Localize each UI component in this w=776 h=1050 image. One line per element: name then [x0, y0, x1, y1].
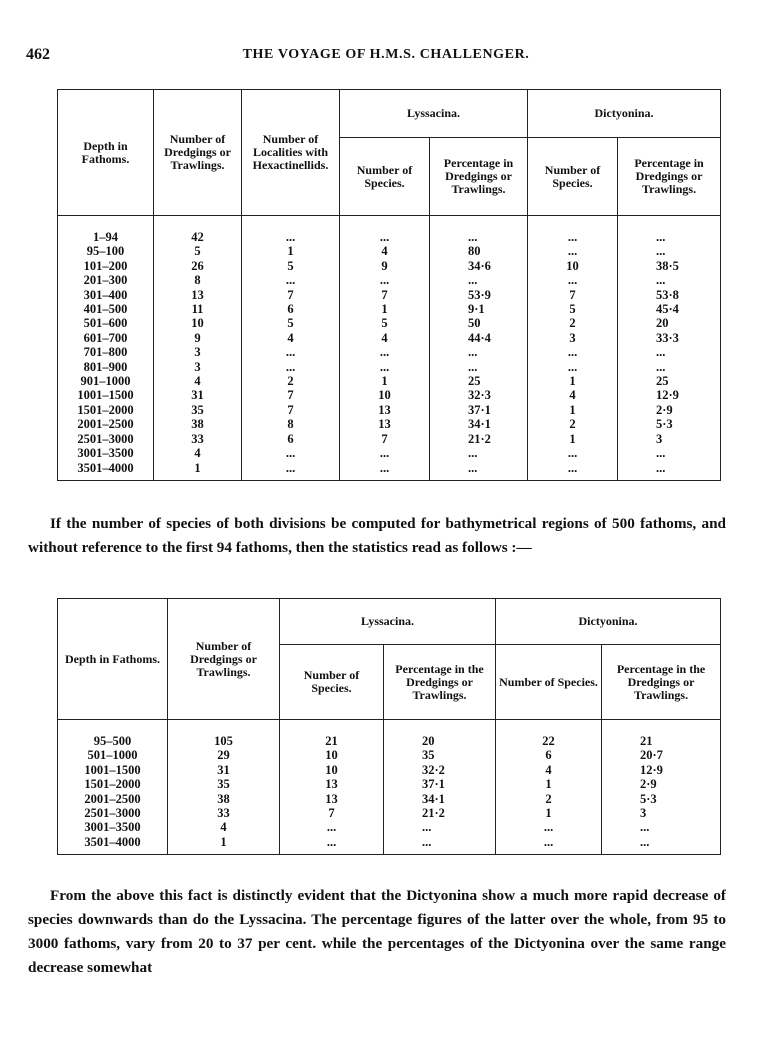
dictyonina-percentage-cell: 45·4: [618, 302, 721, 316]
dredgings-cell: 13: [154, 288, 242, 302]
lyssacina-species-cell: 9: [340, 259, 430, 273]
lyssacina-species-cell: 10: [340, 388, 430, 402]
table1-body: [58, 216, 721, 481]
dictyonina-percentage-cell: 53·8: [618, 288, 721, 302]
depth-cell: 2001–2500: [58, 792, 168, 806]
depth-cell: 501–1000: [58, 748, 168, 762]
depth-cell: 201–300: [58, 273, 154, 287]
table-row: [58, 345, 721, 359]
localities-cell: 4: [242, 331, 340, 345]
lyssacina-percentage-cell: 25: [430, 374, 528, 388]
lyssacina-species-cell: ...: [280, 835, 384, 855]
dictyonina-percentage-cell: ...: [618, 216, 721, 245]
dictyonina-percentage-cell: 12·9: [602, 763, 721, 777]
lyssacina-percentage-cell: ...: [430, 461, 528, 481]
dictyonina-percentage-cell: ...: [602, 835, 721, 855]
lyssacina-percentage-cell: ...: [430, 273, 528, 287]
table-row: [58, 432, 721, 446]
paragraph-text: If the number of species of both divisions be computed for bathymetrical regions of 500 fathoms, and without reference to the first 94 fathoms, then the statistics read as follows :—: [28, 515, 726, 556]
dictyonina-percentage-cell: ...: [618, 461, 721, 481]
header-dictyonina-species: Number of Species.: [528, 138, 618, 216]
dredgings-cell: 4: [168, 820, 280, 834]
lyssacina-percentage-cell: ...: [384, 820, 496, 834]
dictyonina-percentage-cell: 20·7: [602, 748, 721, 762]
dictyonina-species-cell: ...: [496, 835, 602, 855]
localities-cell: ...: [242, 216, 340, 245]
header-dictyonina: Dictyonina.: [496, 599, 721, 645]
paragraph-conclusion: [28, 884, 726, 980]
dictyonina-percentage-cell: 2·9: [602, 777, 721, 791]
lyssacina-species-cell: 7: [280, 806, 384, 820]
lyssacina-species-cell: 13: [340, 403, 430, 417]
depth-cell: 3501–4000: [58, 461, 154, 481]
table-row: [58, 748, 721, 762]
running-title: THE VOYAGE OF H.M.S. CHALLENGER.: [242, 47, 530, 62]
dictyonina-species-cell: 2: [528, 316, 618, 330]
depth-cell: 3001–3500: [58, 446, 154, 460]
dredgings-cell: 9: [154, 331, 242, 345]
header-lyssacina-percentage: Percentage in the Dredgings or Trawlings.: [384, 645, 496, 720]
dictyonina-species-cell: 1: [528, 432, 618, 446]
lyssacina-species-cell: 4: [340, 244, 430, 258]
depth-cell: 95–500: [58, 720, 168, 749]
dictyonina-species-cell: 4: [528, 388, 618, 402]
depth-cell: 401–500: [58, 302, 154, 316]
lyssacina-percentage-cell: 35: [384, 748, 496, 762]
localities-cell: ...: [242, 360, 340, 374]
dictyonina-species-cell: 1: [528, 403, 618, 417]
paragraph-intro: [28, 512, 726, 560]
table-row: [58, 288, 721, 302]
dictyonina-percentage-cell: 5·3: [602, 792, 721, 806]
lyssacina-percentage-cell: ...: [430, 216, 528, 245]
depth-cell: 101–200: [58, 259, 154, 273]
dictyonina-species-cell: ...: [528, 345, 618, 359]
table-row: [58, 403, 721, 417]
dredgings-cell: 3: [154, 345, 242, 359]
dictyonina-percentage-cell: 5·3: [618, 417, 721, 431]
dredgings-cell: 42: [154, 216, 242, 245]
lyssacina-species-cell: ...: [340, 345, 430, 359]
lyssacina-percentage-cell: 53·9: [430, 288, 528, 302]
dictyonina-percentage-cell: ...: [602, 820, 721, 834]
localities-cell: 6: [242, 302, 340, 316]
dictyonina-percentage-cell: 3: [618, 432, 721, 446]
dictyonina-percentage-cell: 25: [618, 374, 721, 388]
dredgings-cell: 3: [154, 360, 242, 374]
lyssacina-percentage-cell: 34·1: [384, 792, 496, 806]
localities-cell: 8: [242, 417, 340, 431]
lyssacina-species-cell: ...: [340, 360, 430, 374]
dictyonina-percentage-cell: ...: [618, 345, 721, 359]
table-row: [58, 820, 721, 834]
localities-cell: 6: [242, 432, 340, 446]
page-number: 462: [26, 46, 50, 63]
table-row: [58, 273, 721, 287]
table-row: [58, 720, 721, 749]
lyssacina-percentage-cell: 37·1: [430, 403, 528, 417]
localities-cell: 5: [242, 316, 340, 330]
header-localities: Number of Localities with Hexactinellids.: [242, 90, 340, 216]
dredgings-cell: 31: [154, 388, 242, 402]
dictyonina-species-cell: ...: [528, 461, 618, 481]
lyssacina-species-cell: ...: [340, 216, 430, 245]
table-row: [58, 763, 721, 777]
depth-cell: 1001–1500: [58, 763, 168, 777]
dredgings-cell: 38: [168, 792, 280, 806]
lyssacina-species-cell: 21: [280, 720, 384, 749]
dredgings-cell: 35: [168, 777, 280, 791]
table-row: [58, 216, 721, 245]
table-row: [58, 331, 721, 345]
depth-cell: 301–400: [58, 288, 154, 302]
header-lyssacina-species: Number of Species.: [340, 138, 430, 216]
dredgings-cell: 4: [154, 446, 242, 460]
table-row: [58, 835, 721, 855]
depth-cell: 2501–3000: [58, 806, 168, 820]
lyssacina-percentage-cell: 50: [430, 316, 528, 330]
depth-cell: 1501–2000: [58, 403, 154, 417]
dictyonina-species-cell: 5: [528, 302, 618, 316]
table-row: [58, 792, 721, 806]
table2-body: [58, 720, 721, 855]
dictyonina-percentage-cell: 38·5: [618, 259, 721, 273]
header-dredgings: Number of Dredgings or Trawlings.: [168, 599, 280, 720]
dictyonina-species-cell: 22: [496, 720, 602, 749]
dredgings-cell: 38: [154, 417, 242, 431]
lyssacina-species-cell: 10: [280, 763, 384, 777]
lyssacina-species-cell: 1: [340, 374, 430, 388]
table-row: [58, 302, 721, 316]
lyssacina-percentage-cell: 37·1: [384, 777, 496, 791]
header-dredgings: Number of Dredgings or Trawlings.: [154, 90, 242, 216]
depth-cell: 1–94: [58, 216, 154, 245]
dredgings-cell: 4: [154, 374, 242, 388]
lyssacina-species-cell: 13: [280, 792, 384, 806]
depth-cell: 1501–2000: [58, 777, 168, 791]
lyssacina-percentage-cell: 9·1: [430, 302, 528, 316]
lyssacina-species-cell: 5: [340, 316, 430, 330]
lyssacina-percentage-cell: 34·6: [430, 259, 528, 273]
lyssacina-species-cell: 13: [340, 417, 430, 431]
dictyonina-species-cell: 10: [528, 259, 618, 273]
lyssacina-percentage-cell: ...: [430, 360, 528, 374]
header-dictyonina: Dictyonina.: [528, 90, 721, 138]
localities-cell: 2: [242, 374, 340, 388]
dredgings-cell: 8: [154, 273, 242, 287]
dictyonina-species-cell: 7: [528, 288, 618, 302]
lyssacina-species-cell: 7: [340, 288, 430, 302]
dictyonina-species-cell: 1: [496, 806, 602, 820]
dictyonina-percentage-cell: ...: [618, 244, 721, 258]
dictyonina-species-cell: ...: [496, 820, 602, 834]
localities-cell: ...: [242, 446, 340, 460]
depth-cell: 901–1000: [58, 374, 154, 388]
dictyonina-species-cell: ...: [528, 446, 618, 460]
depth-cell: 2001–2500: [58, 417, 154, 431]
dictyonina-percentage-cell: ...: [618, 360, 721, 374]
dictyonina-percentage-cell: ...: [618, 446, 721, 460]
dictyonina-species-cell: 6: [496, 748, 602, 762]
header-lyssacina: Lyssacina.: [280, 599, 496, 645]
dictyonina-percentage-cell: ...: [618, 273, 721, 287]
lyssacina-species-cell: 4: [340, 331, 430, 345]
lyssacina-species-cell: 10: [280, 748, 384, 762]
dictyonina-percentage-cell: 20: [618, 316, 721, 330]
localities-cell: ...: [242, 345, 340, 359]
lyssacina-percentage-cell: 34·1: [430, 417, 528, 431]
lyssacina-percentage-cell: 21·2: [430, 432, 528, 446]
lyssacina-species-cell: ...: [340, 446, 430, 460]
header-dictyonina-species: Number of Species.: [496, 645, 602, 720]
table-row: [58, 316, 721, 330]
dredgings-cell: 33: [168, 806, 280, 820]
dictyonina-percentage-cell: 3: [602, 806, 721, 820]
dictyonina-species-cell: 2: [528, 417, 618, 431]
depth-distribution-table: [57, 89, 721, 481]
localities-cell: 7: [242, 388, 340, 402]
dredgings-cell: 11: [154, 302, 242, 316]
dictyonina-species-cell: 4: [496, 763, 602, 777]
table-row: [58, 417, 721, 431]
depth-cell: 701–800: [58, 345, 154, 359]
lyssacina-percentage-cell: 44·4: [430, 331, 528, 345]
dredgings-cell: 33: [154, 432, 242, 446]
table-row: [58, 446, 721, 460]
depth-cell: 501–600: [58, 316, 154, 330]
table-row: [58, 806, 721, 820]
depth-cell: 801–900: [58, 360, 154, 374]
dictyonina-species-cell: 3: [528, 331, 618, 345]
lyssacina-species-cell: ...: [340, 461, 430, 481]
dredgings-cell: 29: [168, 748, 280, 762]
lyssacina-percentage-cell: 80: [430, 244, 528, 258]
dictyonina-percentage-cell: 12·9: [618, 388, 721, 402]
header-dictyonina-percentage: Percentage in the Dredgings or Trawlings.: [602, 645, 721, 720]
localities-cell: 7: [242, 403, 340, 417]
lyssacina-percentage-cell: 21·2: [384, 806, 496, 820]
header-lyssacina-percentage: Percentage in Dredgings or Trawlings.: [430, 138, 528, 216]
lyssacina-percentage-cell: ...: [430, 446, 528, 460]
depth-cell: 2501–3000: [58, 432, 154, 446]
dredgings-cell: 35: [154, 403, 242, 417]
dredgings-cell: 1: [154, 461, 242, 481]
lyssacina-species-cell: 1: [340, 302, 430, 316]
lyssacina-percentage-cell: 32·2: [384, 763, 496, 777]
lyssacina-percentage-cell: ...: [384, 835, 496, 855]
header-dictyonina-percentage: Percentage in Dredgings or Trawlings.: [618, 138, 721, 216]
localities-cell: ...: [242, 461, 340, 481]
localities-cell: ...: [242, 273, 340, 287]
page-header: [26, 46, 746, 68]
depth-cell: 95–100: [58, 244, 154, 258]
dictyonina-species-cell: 1: [528, 374, 618, 388]
dictyonina-species-cell: 1: [496, 777, 602, 791]
localities-cell: 7: [242, 288, 340, 302]
lyssacina-percentage-cell: 20: [384, 720, 496, 749]
lyssacina-species-cell: ...: [340, 273, 430, 287]
dictyonina-species-cell: ...: [528, 273, 618, 287]
table-row: [58, 388, 721, 402]
dredgings-cell: 31: [168, 763, 280, 777]
localities-cell: 1: [242, 244, 340, 258]
header-lyssacina-species: Number of Species.: [280, 645, 384, 720]
dredgings-cell: 10: [154, 316, 242, 330]
dredgings-cell: 1: [168, 835, 280, 855]
table-row: [58, 374, 721, 388]
header-lyssacina: Lyssacina.: [340, 90, 528, 138]
lyssacina-percentage-cell: 32·3: [430, 388, 528, 402]
dredgings-cell: 5: [154, 244, 242, 258]
depth-cell: 3501–4000: [58, 835, 168, 855]
paragraph-text: From the above this fact is distinctly evident that the Dictyonina show a much more rapid decrease of species downwards than do the Lyssacina. The percentage figures of the latter over the whole, from 95 to 3000 fathoms, vary from 20 to 37 per cent. while the percentages of the Dictyonina over the same range decrease somewhat: [28, 887, 726, 976]
regional-statistics-table: [57, 598, 721, 855]
header-depth: Depth in Fathoms.: [58, 90, 154, 216]
dictyonina-species-cell: 2: [496, 792, 602, 806]
table-row: [58, 259, 721, 273]
depth-cell: 1001–1500: [58, 388, 154, 402]
dictyonina-species-cell: ...: [528, 216, 618, 245]
depth-cell: 3001–3500: [58, 820, 168, 834]
lyssacina-percentage-cell: ...: [430, 345, 528, 359]
table-row: [58, 777, 721, 791]
dictyonina-percentage-cell: 33·3: [618, 331, 721, 345]
table-row: [58, 244, 721, 258]
localities-cell: 5: [242, 259, 340, 273]
dictyonina-species-cell: ...: [528, 360, 618, 374]
dictyonina-percentage-cell: 2·9: [618, 403, 721, 417]
dredgings-cell: 26: [154, 259, 242, 273]
table-row: [58, 461, 721, 481]
table-row: [58, 360, 721, 374]
header-depth: Depth in Fathoms.: [58, 599, 168, 720]
dictyonina-species-cell: ...: [528, 244, 618, 258]
lyssacina-species-cell: 13: [280, 777, 384, 791]
depth-cell: 601–700: [58, 331, 154, 345]
dredgings-cell: 105: [168, 720, 280, 749]
lyssacina-species-cell: ...: [280, 820, 384, 834]
lyssacina-species-cell: 7: [340, 432, 430, 446]
dictyonina-percentage-cell: 21: [602, 720, 721, 749]
